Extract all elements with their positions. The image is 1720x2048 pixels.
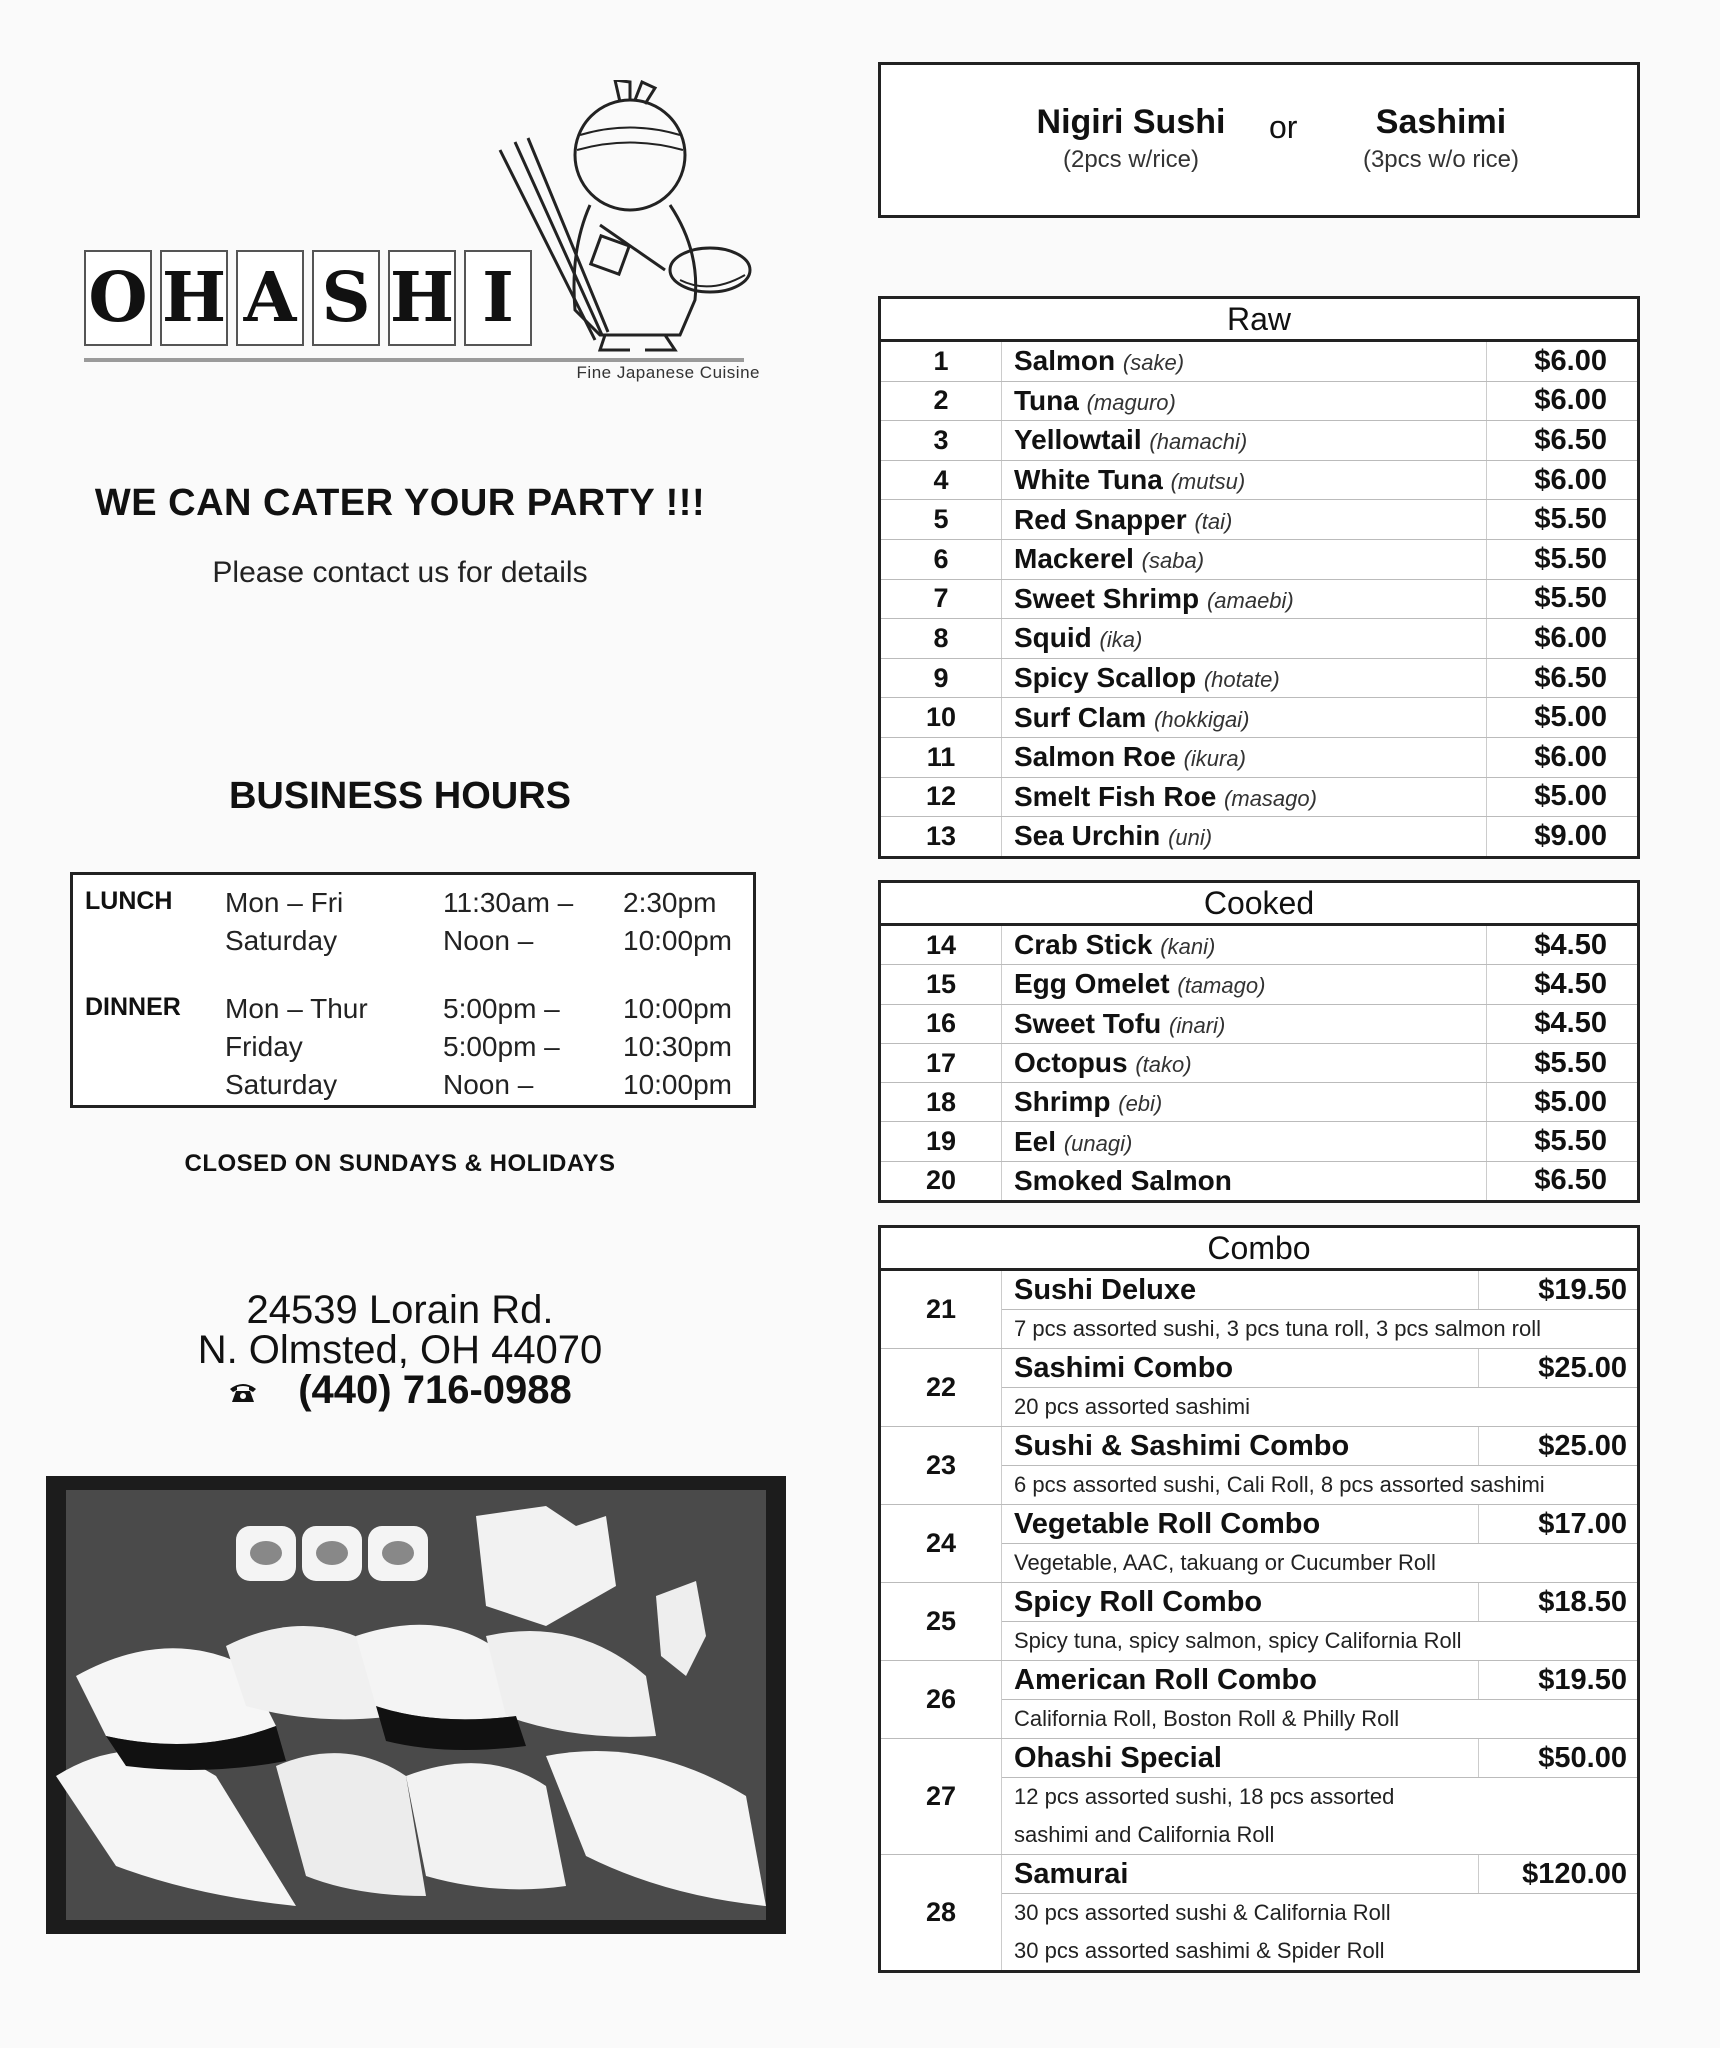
item-name: Sweet Shrimp	[1014, 582, 1200, 614]
item-price: $4.50	[1487, 1004, 1639, 1043]
item-name: Smelt Fish Roe	[1014, 780, 1217, 812]
item-price: $4.50	[1487, 925, 1639, 965]
item-number: 20	[880, 1161, 1002, 1201]
item-japanese-name: (amaebi)	[1206, 587, 1294, 613]
combo-name: Sashimi Combo	[1002, 1349, 1479, 1388]
item-number: 1	[880, 341, 1002, 382]
combo-name: Vegetable Roll Combo	[1002, 1505, 1479, 1544]
raw-section-title: Raw	[880, 298, 1639, 341]
item-name: Crab Stick	[1014, 929, 1153, 961]
sushi-platter-photo	[46, 1476, 786, 1934]
menu-item-row[interactable]	[880, 817, 1639, 858]
item-japanese-name: (ikura)	[1183, 746, 1246, 772]
combo-name: Samurai	[1002, 1855, 1479, 1894]
menu-item-row[interactable]	[880, 579, 1639, 619]
item-number: 10	[880, 698, 1002, 738]
item-price: $5.50	[1487, 1043, 1639, 1082]
menu-item-row[interactable]	[880, 1004, 1639, 1043]
item-name: Salmon Roe	[1014, 741, 1176, 773]
street-address: 24539 Lorain Rd.	[246, 1288, 554, 1332]
item-japanese-name: (tamago)	[1177, 973, 1266, 999]
hours-row	[85, 1031, 753, 1063]
closed-notice: CLOSED ON SUNDAYS & HOLIDAYS	[184, 1150, 616, 1177]
item-name-cell	[1002, 777, 1487, 817]
item-name: Spicy Scallop	[1014, 662, 1197, 694]
menu-item-row[interactable]	[880, 460, 1639, 500]
time-to: 10:00pm	[623, 993, 732, 1024]
combo-description: Spicy tuna, spicy salmon, spicy California Roll	[1002, 1622, 1639, 1661]
item-name: Squid	[1014, 622, 1092, 654]
item-number: 14	[880, 925, 1002, 965]
menu-item-row[interactable]	[880, 1083, 1639, 1122]
combo-name: Sushi Deluxe	[1002, 1270, 1479, 1310]
sashimi-subtitle: (3pcs w/o rice)	[1362, 146, 1520, 173]
menu-item-row[interactable]	[880, 619, 1639, 659]
combo-menu-table	[878, 1225, 1640, 1973]
combo-name: Spicy Roll Combo	[1002, 1583, 1479, 1622]
city-state-zip: N. Olmsted, OH 44070	[197, 1328, 603, 1372]
combo-number: 25	[880, 1583, 1002, 1661]
combo-price: $19.50	[1478, 1270, 1638, 1310]
item-name-cell	[1002, 460, 1487, 500]
item-name: Yellowtail	[1014, 424, 1142, 456]
combo-name: Ohashi Special	[1002, 1739, 1479, 1778]
meal-label: LUNCH	[85, 887, 173, 915]
combo-price: $50.00	[1478, 1739, 1638, 1778]
item-price: $6.50	[1487, 421, 1639, 461]
item-name: Sea Urchin	[1014, 820, 1161, 852]
item-number: 17	[880, 1043, 1002, 1082]
combo-number: 24	[880, 1505, 1002, 1583]
phone-line	[40, 1370, 760, 1410]
logo-letter: H	[160, 250, 228, 346]
item-name-cell	[1002, 817, 1487, 858]
item-price: $6.50	[1487, 658, 1639, 698]
item-japanese-name: (ika)	[1099, 627, 1143, 653]
telephone-icon	[228, 1381, 258, 1403]
nigiri-sashimi-header	[878, 62, 1640, 218]
days: Mon – Fri	[225, 887, 344, 918]
item-japanese-name: (tai)	[1194, 508, 1233, 534]
item-name-cell	[1002, 658, 1487, 698]
combo-description: 30 pcs assorted sashimi & Spider Roll	[1014, 1938, 1385, 1963]
item-number: 11	[880, 737, 1002, 777]
time-from: 5:00pm –	[443, 1031, 560, 1062]
combo-item-row[interactable]	[880, 1349, 1639, 1388]
combo-price: $17.00	[1478, 1505, 1638, 1544]
item-name-cell	[1002, 619, 1487, 659]
nigiri-header	[1011, 103, 1251, 174]
combo-description: 6 pcs assorted sushi, Cali Roll, 8 pcs assorted sashimi	[1002, 1466, 1639, 1505]
meal-label	[85, 1031, 225, 1063]
item-name: Eel	[1014, 1125, 1057, 1157]
item-number: 5	[880, 500, 1002, 540]
item-japanese-name: (hotate)	[1203, 667, 1280, 693]
days: Saturday	[225, 925, 338, 956]
combo-item-row[interactable]	[880, 1427, 1639, 1466]
item-japanese-name: (masago)	[1224, 785, 1317, 811]
item-number: 6	[880, 539, 1002, 579]
item-japanese-name: (sake)	[1122, 350, 1185, 376]
hours-row	[85, 1069, 753, 1101]
menu-item-row[interactable]	[880, 381, 1639, 421]
item-price: $9.00	[1534, 819, 1607, 852]
nigiri-subtitle: (2pcs w/rice)	[1062, 146, 1200, 173]
sushi-photo-image	[46, 1476, 786, 1934]
menu-item-row[interactable]	[880, 341, 1639, 382]
item-name: White Tuna	[1014, 464, 1163, 496]
combo-description: 12 pcs assorted sushi, 18 pcs assorted	[1014, 1784, 1395, 1809]
item-name-cell	[1002, 341, 1487, 382]
item-price: $6.00	[1487, 737, 1639, 777]
item-name: Shrimp	[1014, 1086, 1111, 1118]
item-price: $5.50	[1487, 500, 1639, 540]
item-name-cell	[1002, 1122, 1487, 1161]
item-japanese-name: (maguro)	[1086, 389, 1176, 415]
item-number: 8	[880, 619, 1002, 659]
business-hours-table	[70, 872, 756, 1108]
days: Friday	[225, 1031, 303, 1062]
logo-letter: A	[236, 250, 304, 346]
combo-price: $120.00	[1478, 1855, 1638, 1894]
item-name-cell	[1002, 579, 1487, 619]
item-name-cell	[1002, 737, 1487, 777]
combo-price: $25.00	[1478, 1427, 1638, 1466]
menu-item-row[interactable]	[880, 539, 1639, 579]
phone-number[interactable]: (440) 716-0988	[298, 1368, 572, 1412]
combo-number: 21	[880, 1270, 1002, 1349]
combo-item-row[interactable]	[880, 1855, 1639, 1894]
time-to: 10:00pm	[623, 925, 732, 956]
item-name-cell	[1002, 1043, 1487, 1082]
time-from: 11:30am –	[443, 887, 574, 918]
logo-divider	[84, 358, 744, 362]
item-price: $6.50	[1534, 1164, 1607, 1197]
item-japanese-name: (mutsu)	[1170, 469, 1246, 495]
restaurant-logo	[80, 80, 760, 400]
nigiri-title: Nigiri Sushi	[1036, 103, 1226, 141]
cooked-menu-table	[878, 880, 1640, 1203]
combo-price: $25.00	[1478, 1349, 1638, 1388]
sashimi-header	[1321, 103, 1561, 174]
combo-item-row[interactable]	[880, 1583, 1639, 1622]
or-label: or	[1269, 109, 1298, 145]
logo-letter: I	[464, 250, 532, 346]
item-name-cell	[1002, 925, 1487, 965]
menu-item-row[interactable]	[880, 500, 1639, 540]
combo-number: 28	[880, 1855, 1002, 1972]
item-name: Sweet Tofu	[1014, 1007, 1162, 1039]
hours-row	[85, 887, 753, 919]
item-number: 12	[880, 777, 1002, 817]
item-number: 4	[880, 460, 1002, 500]
time-to: 2:30pm	[623, 887, 717, 918]
item-number: 15	[880, 965, 1002, 1004]
combo-number: 23	[880, 1427, 1002, 1505]
logo-tagline: Fine Japanese Cuisine	[576, 363, 760, 382]
combo-number: 27	[880, 1739, 1002, 1855]
combo-description: sashimi and California Roll	[1002, 1816, 1639, 1855]
item-number: 16	[880, 1004, 1002, 1043]
item-number: 13	[880, 817, 1002, 858]
combo-item-row[interactable]	[880, 1505, 1639, 1544]
address-block	[40, 1290, 760, 1410]
combo-price: $18.50	[1478, 1583, 1638, 1622]
menu-item-row[interactable]	[880, 421, 1639, 461]
hours-row	[85, 925, 753, 957]
raw-menu-table	[878, 296, 1640, 859]
combo-price: $19.50	[1478, 1661, 1638, 1700]
item-japanese-name: (saba)	[1141, 548, 1205, 574]
combo-description: Vegetable, AAC, takuang or Cucumber Roll	[1002, 1544, 1639, 1583]
item-japanese-name: (tako)	[1135, 1052, 1192, 1078]
item-price: $6.00	[1487, 619, 1639, 659]
item-name: Tuna	[1014, 384, 1079, 416]
meal-label: DINNER	[85, 993, 181, 1021]
item-name: Surf Clam	[1014, 701, 1147, 733]
item-price: $5.00	[1487, 698, 1639, 738]
time-to: 10:30pm	[623, 1031, 732, 1062]
item-japanese-name: (hamachi)	[1149, 429, 1248, 455]
item-price: $6.00	[1487, 381, 1639, 421]
item-number: 9	[880, 658, 1002, 698]
time-from: Noon –	[443, 925, 534, 956]
business-hours-title: BUSINESS HOURS	[228, 775, 572, 817]
item-number: 19	[880, 1122, 1002, 1161]
logo-letter: O	[84, 250, 152, 346]
item-name: Egg Omelet	[1014, 968, 1170, 1000]
combo-section-title: Combo	[880, 1227, 1639, 1270]
combo-item-row[interactable]	[880, 1739, 1639, 1778]
combo-description: California Roll, Boston Roll & Philly Roll	[1002, 1700, 1639, 1739]
item-japanese-name: (ebi)	[1118, 1091, 1163, 1117]
item-name: Red Snapper	[1014, 503, 1187, 535]
combo-item-row[interactable]	[880, 1661, 1639, 1700]
logo-letter: S	[312, 250, 380, 346]
item-name: Octopus	[1014, 1047, 1128, 1079]
item-number: 3	[880, 421, 1002, 461]
combo-description: 20 pcs assorted sashimi	[1002, 1388, 1639, 1427]
menu-item-row[interactable]	[880, 777, 1639, 817]
time-from: 5:00pm –	[443, 993, 560, 1024]
item-japanese-name: (hokkigai)	[1154, 706, 1250, 732]
days: Mon – Thur	[225, 993, 368, 1024]
item-japanese-name: (inari)	[1169, 1012, 1226, 1038]
menu-item-row[interactable]	[880, 965, 1639, 1004]
item-japanese-name: (uni)	[1168, 825, 1213, 851]
hours-row	[85, 993, 753, 1025]
item-number: 2	[880, 381, 1002, 421]
logo-letter: H	[388, 250, 456, 346]
item-name-cell	[1002, 421, 1487, 461]
item-name-cell	[1002, 1083, 1487, 1122]
catering-title: WE CAN CATER YOUR PARTY !!!	[94, 482, 706, 524]
item-name: Salmon	[1014, 345, 1116, 377]
menu-item-row[interactable]	[880, 737, 1639, 777]
item-name-cell	[1002, 500, 1487, 540]
item-japanese-name: (kani)	[1160, 934, 1216, 960]
combo-name: American Roll Combo	[1002, 1661, 1479, 1700]
item-japanese-name: (unagi)	[1063, 1130, 1133, 1156]
combo-number: 22	[880, 1349, 1002, 1427]
item-price: $6.00	[1487, 460, 1639, 500]
item-name-cell	[1002, 381, 1487, 421]
item-name-cell	[1002, 1004, 1487, 1043]
item-name: Smoked Salmon	[1014, 1164, 1232, 1196]
logo-wordmark	[84, 250, 532, 346]
item-number: 7	[880, 579, 1002, 619]
item-price: $5.50	[1487, 1122, 1639, 1161]
item-price: $5.00	[1487, 777, 1639, 817]
menu-item-row[interactable]	[880, 1043, 1639, 1082]
cooked-section-title: Cooked	[880, 882, 1639, 925]
days: Saturday	[225, 1069, 338, 1100]
meal-label	[85, 1069, 225, 1101]
item-name-cell	[1002, 965, 1487, 1004]
catering-subtitle: Please contact us for details	[212, 556, 588, 589]
menu-item-row[interactable]	[880, 925, 1639, 965]
combo-name: Sushi & Sashimi Combo	[1002, 1427, 1479, 1466]
item-price: $4.50	[1487, 965, 1639, 1004]
item-price: $5.50	[1487, 579, 1639, 619]
item-name-cell	[1002, 698, 1487, 738]
time-from: Noon –	[443, 1069, 534, 1100]
meal-label	[85, 925, 225, 957]
menu-item-row[interactable]	[880, 1161, 1639, 1201]
time-to: 10:00pm	[623, 1069, 732, 1100]
menu-item-row[interactable]	[880, 1122, 1639, 1161]
combo-item-row[interactable]	[880, 1270, 1639, 1310]
item-price: $5.50	[1487, 539, 1639, 579]
combo-description: 7 pcs assorted sushi, 3 pcs tuna roll, 3 pcs salmon roll	[1002, 1310, 1639, 1349]
item-name-cell	[1002, 1161, 1487, 1201]
combo-description: 30 pcs assorted sushi & California Roll	[1014, 1900, 1391, 1925]
combo-number: 26	[880, 1661, 1002, 1739]
item-number: 18	[880, 1083, 1002, 1122]
sashimi-title: Sashimi	[1375, 103, 1507, 141]
item-price: $5.00	[1487, 1083, 1639, 1122]
menu-item-row[interactable]	[880, 658, 1639, 698]
item-name-cell	[1002, 539, 1487, 579]
menu-item-row[interactable]	[880, 698, 1639, 738]
item-name: Mackerel	[1014, 543, 1134, 575]
item-price: $6.00	[1487, 341, 1639, 382]
